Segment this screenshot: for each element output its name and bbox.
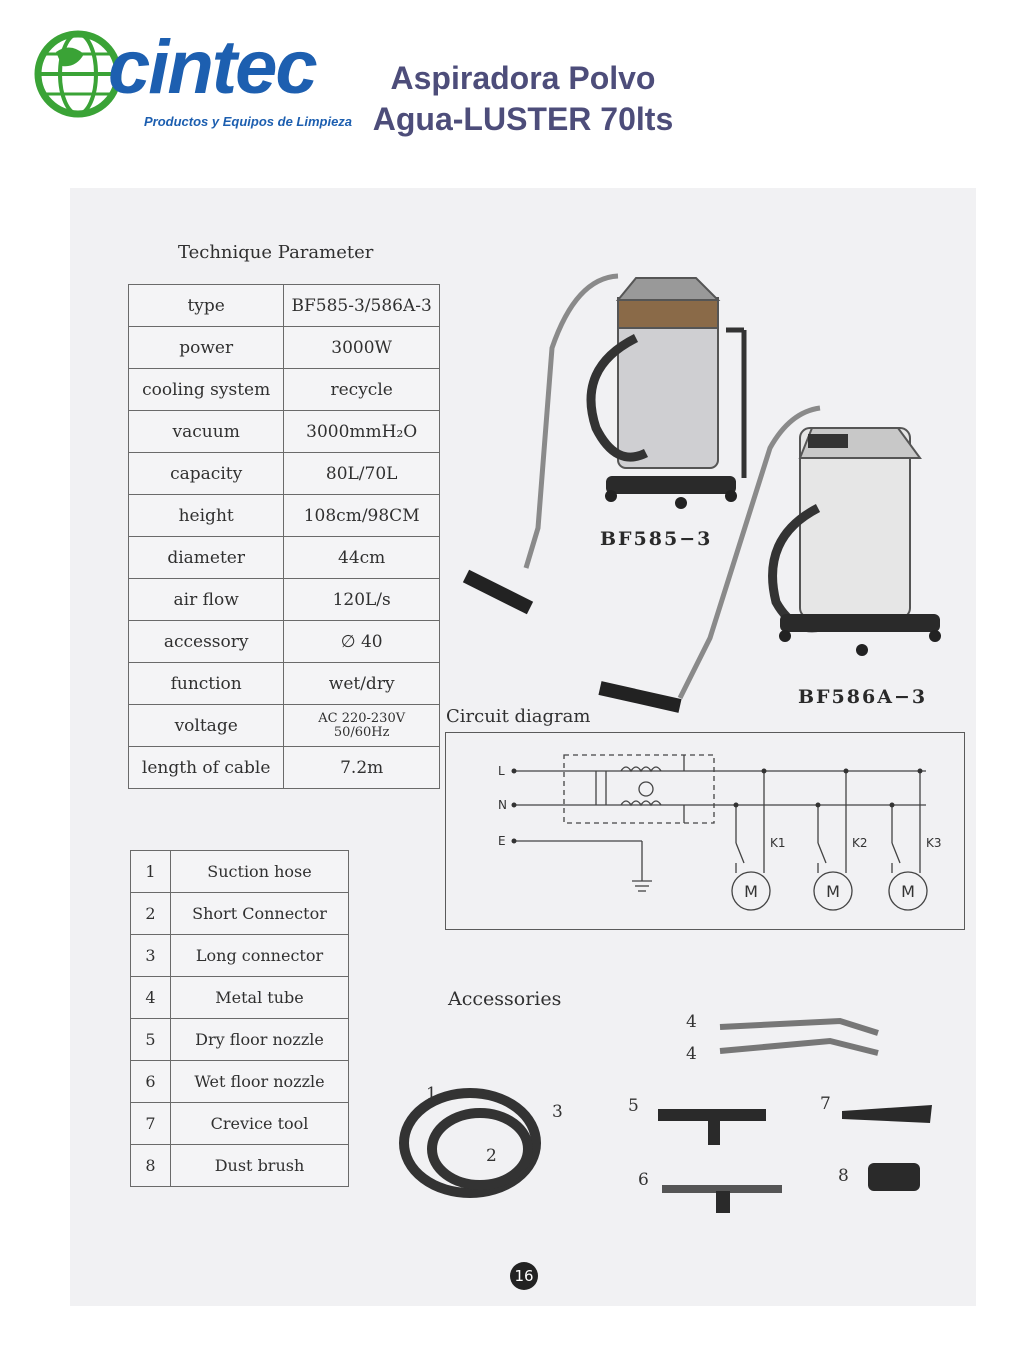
callout-6: 6	[638, 1170, 649, 1190]
parameter-value: 120L/s	[284, 579, 440, 621]
parameter-table	[128, 284, 440, 789]
parameter-value: 3000W	[284, 327, 440, 369]
parameter-value: wet/dry	[284, 663, 440, 705]
accessories-illustration	[390, 1013, 950, 1213]
part-name: Wet floor nozzle	[171, 1061, 349, 1103]
parameter-value: recycle	[284, 369, 440, 411]
parameter-name: cooling system	[129, 369, 284, 411]
parameter-row	[129, 537, 440, 579]
motor-label-2: M	[826, 882, 840, 901]
manual-page-scan	[70, 188, 976, 1306]
parameter-row	[129, 411, 440, 453]
parameter-name: type	[129, 285, 284, 327]
parameter-value: ∅ 40	[284, 621, 440, 663]
callout-4b: 4	[686, 1044, 697, 1064]
callout-2: 2	[486, 1146, 497, 1166]
parameter-name: air flow	[129, 579, 284, 621]
parameter-row	[129, 369, 440, 411]
part-number: 4	[131, 977, 171, 1019]
company-logo	[36, 24, 353, 136]
logo-wordmark: cintec	[108, 25, 316, 110]
title-line-2: Agua-LUSTER 70lts	[372, 101, 674, 137]
parameter-name: voltage	[129, 705, 284, 747]
callout-3: 3	[552, 1102, 563, 1122]
parameter-row	[129, 327, 440, 369]
parameter-name: capacity	[129, 453, 284, 495]
part-name: Suction hose	[171, 851, 349, 893]
parameter-row	[129, 663, 440, 705]
accessories-heading: Accessories	[448, 988, 562, 1010]
part-number: 3	[131, 935, 171, 977]
parameter-value	[284, 705, 440, 747]
parts-row	[131, 1145, 349, 1187]
logo-tagline: Productos y Equipos de Limpieza	[144, 114, 353, 129]
callout-1: 1	[426, 1084, 437, 1104]
page-number: 16	[510, 1262, 538, 1290]
part-name: Crevice tool	[171, 1103, 349, 1145]
parts-row	[131, 1019, 349, 1061]
callout-4a: 4	[686, 1012, 697, 1032]
parameter-name: diameter	[129, 537, 284, 579]
parameter-value: 108cm/98CM	[284, 495, 440, 537]
model-label-bf586a: BF586A−3	[798, 686, 928, 708]
circuit-diagram	[445, 732, 965, 930]
part-number: 8	[131, 1145, 171, 1187]
motor-label-1: M	[744, 882, 758, 901]
parameter-row	[129, 285, 440, 327]
vacuum-bf586a-illustration	[590, 388, 950, 708]
part-name: Dry floor nozzle	[171, 1019, 349, 1061]
parts-row	[131, 1103, 349, 1145]
part-number: 1	[131, 851, 171, 893]
circuit-label-l: L	[498, 764, 505, 778]
parts-row	[131, 977, 349, 1019]
callout-8: 8	[838, 1166, 849, 1186]
parameter-value: BF585-3/586A-3	[284, 285, 440, 327]
parameter-row	[129, 453, 440, 495]
page-title	[340, 58, 706, 140]
part-number: 5	[131, 1019, 171, 1061]
parameter-row	[129, 747, 440, 789]
part-number: 7	[131, 1103, 171, 1145]
circuit-label-n: N	[498, 798, 507, 812]
parameter-name: accessory	[129, 621, 284, 663]
parts-row	[131, 935, 349, 977]
circuit-label-e: E	[498, 834, 506, 848]
part-name: Metal tube	[171, 977, 349, 1019]
circuit-schematic	[446, 733, 966, 931]
switch-label-k2: K2	[852, 836, 868, 850]
parameter-name: height	[129, 495, 284, 537]
model-label-bf585: BF585−3	[600, 528, 713, 550]
parts-list-table	[130, 850, 349, 1187]
parameter-value: 3000mmH₂O	[284, 411, 440, 453]
parameter-row	[129, 579, 440, 621]
parameter-value-line: AC 220-230V	[318, 710, 406, 726]
parameter-row	[129, 621, 440, 663]
parameter-name: vacuum	[129, 411, 284, 453]
parameter-row	[129, 705, 440, 747]
motor-label-3: M	[901, 882, 915, 901]
switch-label-k1: K1	[770, 836, 786, 850]
parameter-heading: Technique Parameter	[178, 242, 374, 263]
part-number: 6	[131, 1061, 171, 1103]
parameter-name: length of cable	[129, 747, 284, 789]
parameter-name: power	[129, 327, 284, 369]
parameter-name: function	[129, 663, 284, 705]
circuit-heading: Circuit diagram	[446, 706, 591, 727]
parameter-value-line: 50/60Hz	[333, 724, 390, 740]
parameter-value: 44cm	[284, 537, 440, 579]
part-name: Short Connector	[171, 893, 349, 935]
parameter-value: 80L/70L	[284, 453, 440, 495]
parameter-value: 7.2m	[284, 747, 440, 789]
part-name: Dust brush	[171, 1145, 349, 1187]
part-name: Long connector	[171, 935, 349, 977]
switch-label-k3: K3	[926, 836, 942, 850]
callout-7: 7	[820, 1094, 831, 1114]
parts-row	[131, 851, 349, 893]
parts-row	[131, 1061, 349, 1103]
part-number: 2	[131, 893, 171, 935]
title-line-1: Aspiradora Polvo	[390, 60, 656, 96]
callout-5: 5	[628, 1096, 639, 1116]
parts-row	[131, 893, 349, 935]
parameter-row	[129, 495, 440, 537]
